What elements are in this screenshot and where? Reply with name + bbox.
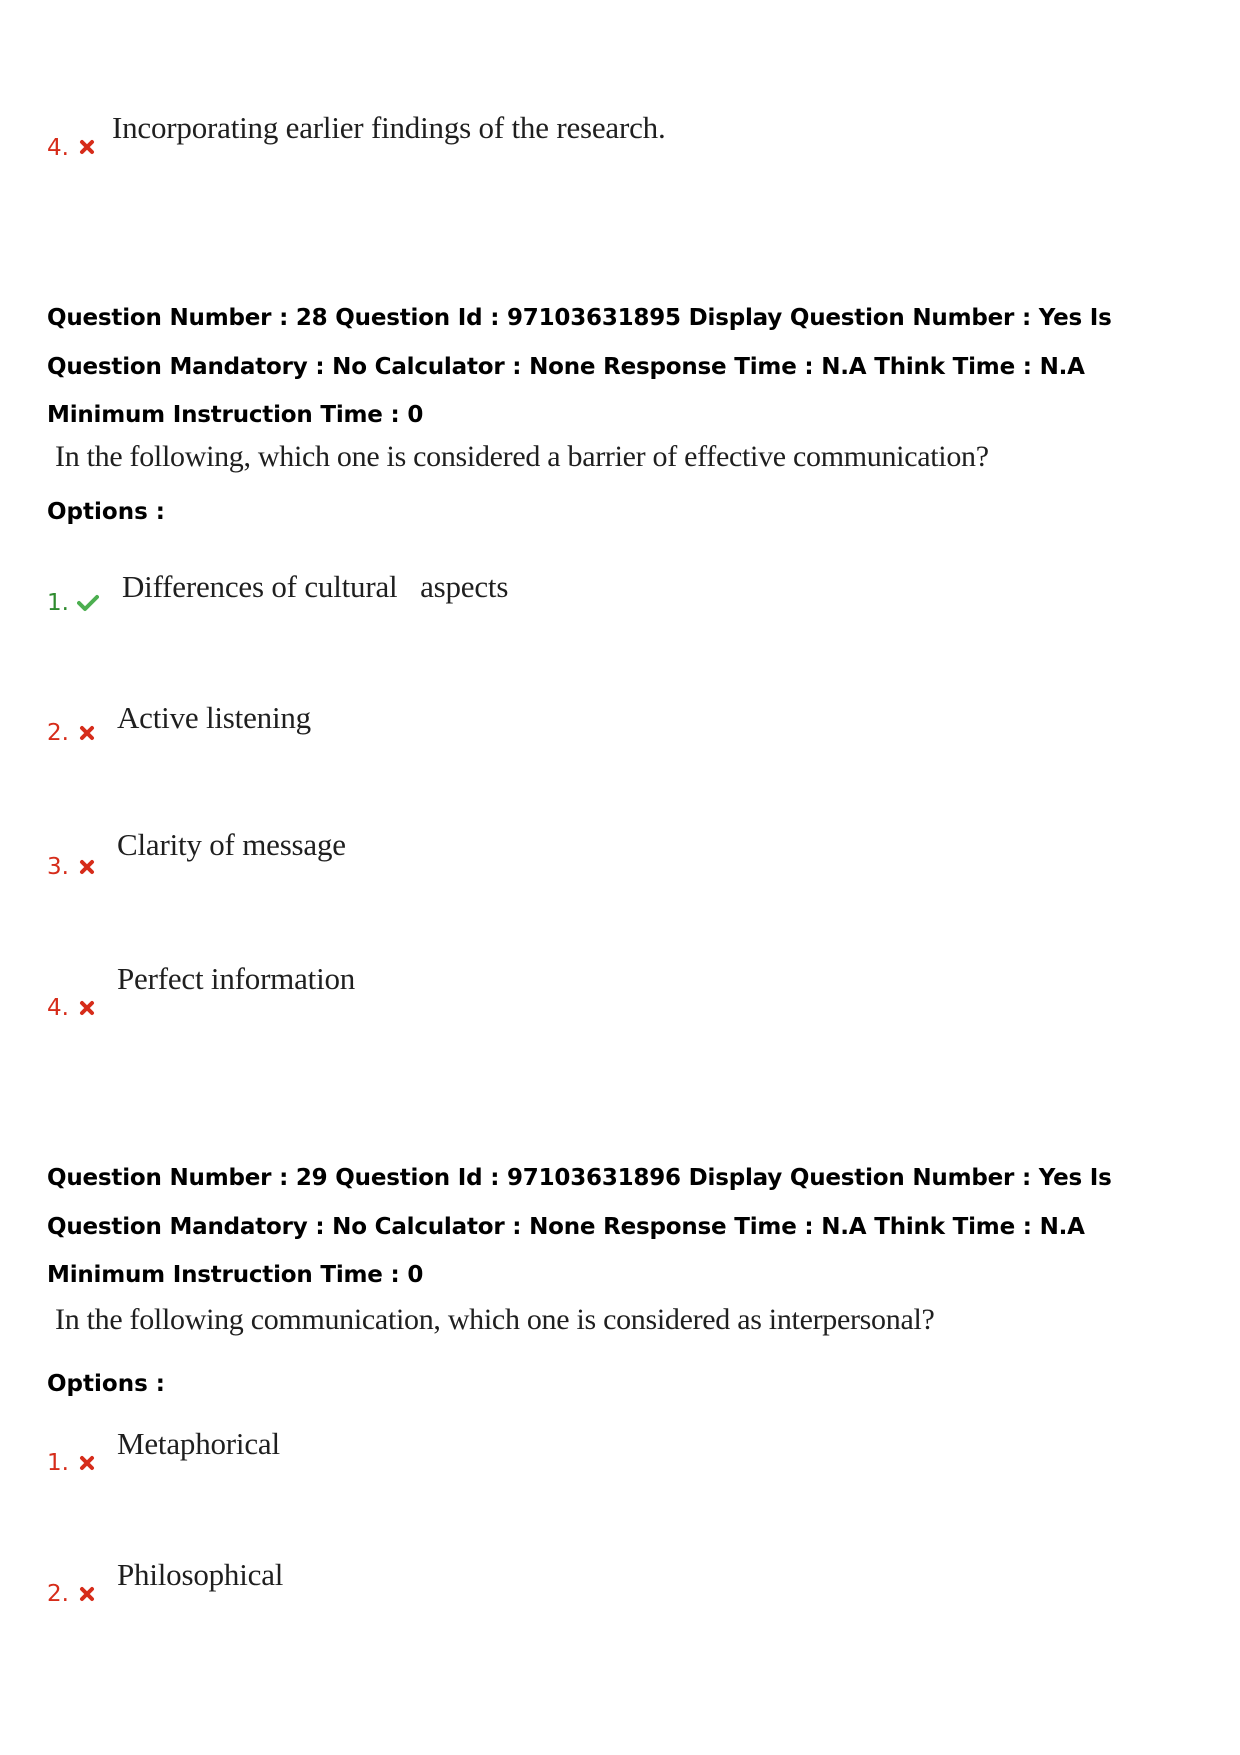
question-29-options-label: Options : (47, 1371, 165, 1397)
option-number: 1. (47, 1450, 69, 1476)
cross-icon (78, 858, 96, 876)
option-number: 3. (47, 854, 69, 880)
option-text: Philosophical (117, 1557, 284, 1592)
cross-icon (78, 999, 96, 1017)
option-number: 2. (47, 720, 69, 746)
option-number: 4. (47, 135, 69, 161)
option-text: Metaphorical (117, 1426, 280, 1461)
question-28-text: In the following, which one is considered a barrier of effective communication? (55, 440, 989, 473)
option-text: Differences of cultural aspects (122, 569, 509, 604)
cross-icon (78, 1454, 96, 1472)
option-text: Clarity of message (117, 827, 346, 862)
question-29-meta: Question Number : 29 Question Id : 97103631896 Display Question Number : Yes Is Question Mandatory : No Calculator : None Response Time : N.A Think Time : N.A Minimum Instruction Time : 0 (47, 1165, 1112, 1288)
option-number: 1. (47, 590, 69, 616)
question-28-options-label: Options : (47, 499, 165, 525)
check-icon (77, 594, 99, 612)
option-text: Incorporating earlier findings of the research. (112, 110, 666, 145)
option-number: 2. (47, 1581, 69, 1607)
option-text: Active listening (117, 700, 311, 735)
cross-icon (78, 724, 96, 742)
option-number: 4. (47, 995, 69, 1021)
question-28-meta: Question Number : 28 Question Id : 97103631895 Display Question Number : Yes Is Question Mandatory : No Calculator : None Response Time : N.A Think Time : N.A Minimum Instruction Time : 0 (47, 305, 1112, 428)
question-29-text: In the following communication, which one is considered as interpersonal? (55, 1303, 935, 1336)
cross-icon (78, 1585, 96, 1603)
option-text: Perfect information (117, 961, 356, 996)
cross-icon (78, 138, 96, 156)
